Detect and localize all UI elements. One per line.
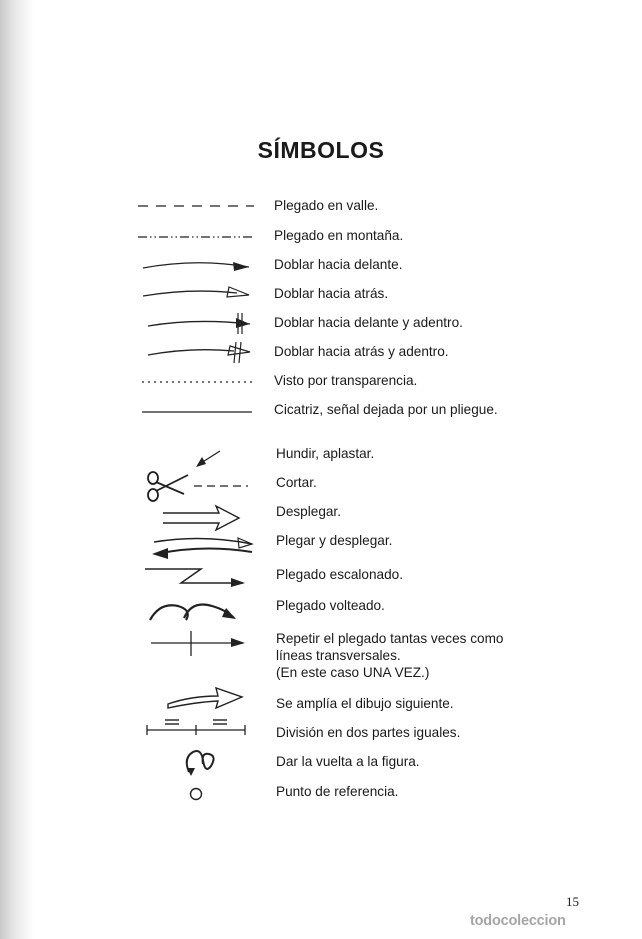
symbol-label-push-in: Hundir, aplastar. xyxy=(276,446,375,461)
symbol-label-fold-backward: Doblar hacia atrás. xyxy=(274,286,389,301)
symbol-label-cut: Cortar. xyxy=(276,475,317,490)
symbol-label-turn-over: Dar la vuelta a la figura. xyxy=(276,754,420,769)
fold-backward-arrow-icon xyxy=(141,284,253,304)
mountain-fold-dash-dot-line-icon xyxy=(138,231,256,243)
push-in-arrow-icon xyxy=(193,449,223,469)
see-through-dotted-line-icon xyxy=(142,378,254,386)
scissors-icon xyxy=(144,470,250,504)
fold-backward-inward-arrow-icon xyxy=(146,340,254,364)
enlarge-hollow-arrow-icon xyxy=(166,682,246,712)
symbol-label-fold-forward-inward: Doblar hacia delante y adentro. xyxy=(274,315,463,330)
reference-point-circle-icon xyxy=(188,786,204,802)
symbol-label-fold-forward: Doblar hacia delante. xyxy=(274,257,403,272)
page-title: SÍMBOLOS xyxy=(257,137,385,163)
fold-over-loop-arrow-icon xyxy=(148,596,240,622)
symbol-label-unfold: Desplegar. xyxy=(276,504,341,519)
repeat-fold-line-3: (En este caso UNA VEZ.) xyxy=(276,665,430,680)
fold-forward-inward-arrow-icon xyxy=(146,311,254,335)
symbol-label-repeat-fold xyxy=(276,630,576,681)
symbol-label-valley-fold: Plegado en valle. xyxy=(274,198,379,213)
symbol-label-see-through: Visto por transparencia. xyxy=(274,373,418,388)
turn-over-loop-icon xyxy=(183,746,223,778)
fold-unfold-arrow-icon xyxy=(148,532,258,562)
symbol-label-mountain-fold: Plegado en montaña. xyxy=(274,228,404,243)
crease-line-icon xyxy=(142,408,254,416)
pleat-fold-arrow-icon xyxy=(143,563,249,591)
repeat-fold-arrow-icon xyxy=(149,628,249,658)
repeat-fold-line-2: líneas transversales. xyxy=(276,648,401,663)
page-number: 15 xyxy=(566,894,579,909)
symbol-label-fold-unfold: Plegar y desplegar. xyxy=(276,533,393,548)
symbol-label-pleat-fold: Plegado escalonado. xyxy=(276,567,403,582)
equal-division-icon xyxy=(145,716,249,738)
fold-forward-arrow-icon xyxy=(141,256,253,276)
symbol-label-fold-over: Plegado volteado. xyxy=(276,598,385,613)
valley-fold-dashed-line-icon xyxy=(138,200,256,212)
symbol-label-crease: Cicatriz, señal dejada por un pliegue. xyxy=(274,402,498,417)
symbol-label-reference-point: Punto de referencia. xyxy=(276,784,399,799)
symbol-label-fold-backward-inward: Doblar hacia atrás y adentro. xyxy=(274,344,449,359)
symbol-label-enlarge: Se amplía el dibujo siguiente. xyxy=(276,696,454,711)
watermark: todocoleccion xyxy=(470,913,566,929)
unfold-hollow-arrow-icon xyxy=(161,504,241,532)
symbol-label-equal-division: División en dos partes iguales. xyxy=(276,725,461,740)
repeat-fold-line-1: Repetir el plegado tantas veces como xyxy=(276,631,504,646)
